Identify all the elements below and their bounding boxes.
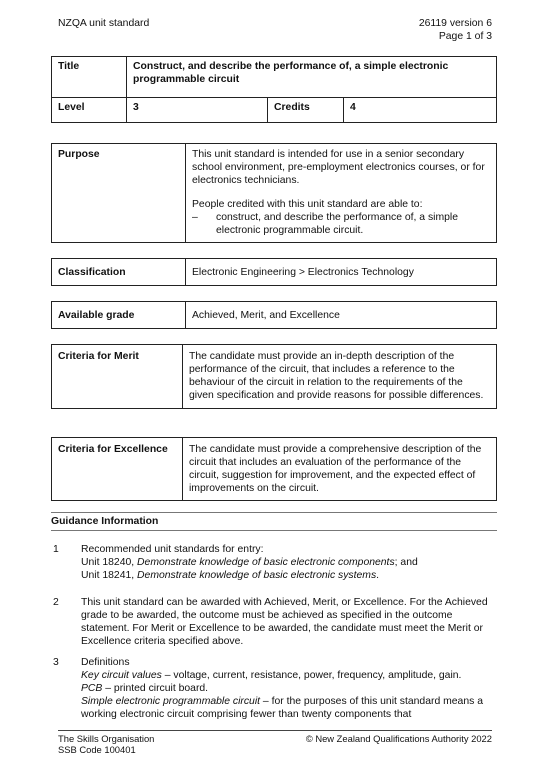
merit-text: The candidate must provide an in-depth description of the performance of the circuit, that includes a reference to the behaviour of the circuit in relation to the requirements of the given specification and provide reasons for possible differences. <box>183 345 497 409</box>
classification-label: Classification <box>52 259 186 286</box>
footer-copyright: © New Zealand Qualifications Authority 2022 <box>305 733 492 744</box>
definition-pcb: PCB – printed circuit board. <box>81 683 209 694</box>
guidance-title: Guidance Information <box>51 516 159 527</box>
guidance-divider <box>51 512 497 513</box>
grade-value: Achieved, Merit, and Excellence <box>186 302 497 329</box>
item-number: 1 <box>53 544 59 555</box>
title-label: Title <box>52 57 127 98</box>
guidance-underline <box>51 530 497 531</box>
grade-table <box>51 301 497 329</box>
unit-version: 26119 version 6 <box>418 18 492 29</box>
purpose-label: Purpose <box>52 144 186 243</box>
definitions-heading: Definitions <box>81 657 130 668</box>
guidance-item-3 <box>51 656 497 721</box>
item1-unit-18241: Unit 18241, Demonstrate knowledge of basic electronic systems. <box>81 570 380 581</box>
grade-label: Available grade <box>52 302 186 329</box>
credits-label: Credits <box>268 98 344 123</box>
guidance-item-2 <box>51 596 497 648</box>
title-value: Construct, and describe the performance of, a simple electronic programmable circuit <box>127 57 497 98</box>
purpose-bullet-text: construct, and describe the performance of, a simple electronic programmable circuit. <box>216 212 458 236</box>
purpose-table <box>51 143 497 243</box>
purpose-credit-intro: People credited with this unit standard are able to: <box>192 199 423 210</box>
item1-unit-18240: Unit 18240, Demonstrate knowledge of basic electronic components; and <box>81 557 418 568</box>
item2-text: This unit standard can be awarded with Achieved, Merit, or Excellence. For the Achieved grade to be awarded, the outcome must be achieved as specified in the outcome statement. For Merit or Excellence to be awarded, the candidate must meet the Merit or Excellence criteria specified above. <box>81 597 488 647</box>
merit-label: Criteria for Merit <box>52 345 183 409</box>
footer-ssb-code: SSB Code 100401 <box>58 744 136 755</box>
level-label: Level <box>52 98 127 123</box>
definition-programmable-circuit: Simple electronic programmable circuit – for the purposes of this unit standard means a working electronic circuit comprising fewer than twenty components that <box>81 696 483 720</box>
credits-value: 4 <box>344 98 497 123</box>
excellence-criteria-table <box>51 437 497 501</box>
dash-marker: – <box>192 212 198 223</box>
definition-key-circuit-values: Key circuit values – voltage, current, resistance, power, frequency, amplitude, gain. <box>81 670 462 681</box>
footer-divider <box>58 730 492 731</box>
purpose-content <box>186 144 497 243</box>
classification-value: Electronic Engineering > Electronics Technology <box>186 259 497 286</box>
purpose-bullet <box>192 211 490 237</box>
page-number: Page 1 of 3 <box>438 31 492 42</box>
version-info <box>419 17 492 43</box>
title-table <box>51 56 497 123</box>
purpose-paragraph: This unit standard is intended for use in a senior secondary school environment, pre-employment electronics courses, or for electronics technicians. <box>192 149 485 186</box>
excellence-text: The candidate must provide a comprehensive description of the circuit that includes an evaluation of the performance of the circuit, suggestion for improvement, and the expected effect of improvements on the circuit. <box>183 438 497 501</box>
item1-intro: Recommended unit standards for entry: <box>81 544 264 555</box>
excellence-label: Criteria for Excellence <box>52 438 183 501</box>
level-value: 3 <box>127 98 268 123</box>
item-number: 3 <box>53 657 59 668</box>
classification-table <box>51 258 497 286</box>
merit-criteria-table <box>51 344 497 409</box>
document-type: NZQA unit standard <box>58 18 150 29</box>
item-number: 2 <box>53 597 59 608</box>
guidance-item-1 <box>51 543 497 582</box>
footer-organisation: The Skills Organisation <box>58 733 155 744</box>
